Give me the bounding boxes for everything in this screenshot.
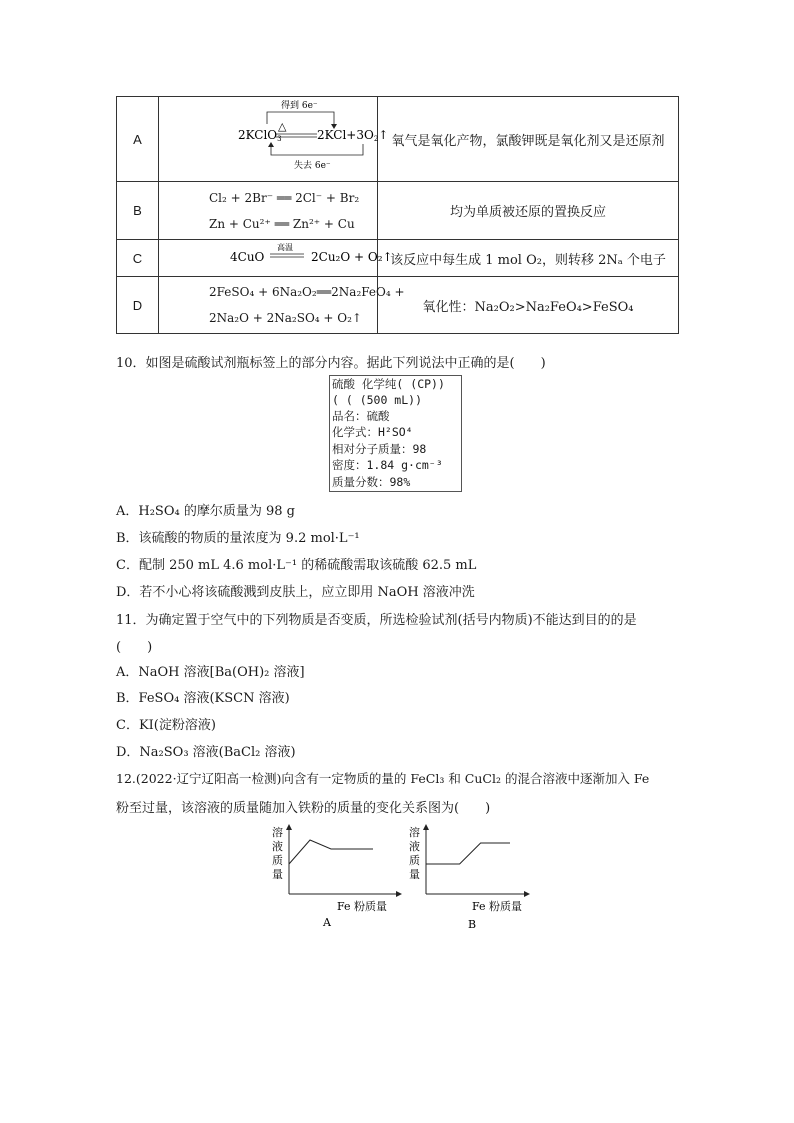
x-axis-label: Fe 粉质量 xyxy=(472,900,523,913)
label-line: 密度：1.84 g·cm⁻³ xyxy=(332,458,443,472)
series-line xyxy=(289,840,373,864)
row-label: A xyxy=(117,97,159,182)
label-line: 品名：硫酸 xyxy=(332,409,390,423)
equation-line: Zn + Cu²⁺ ══ Zn²⁺ + Cu xyxy=(209,216,355,231)
q12-stem: 12.(2022·辽宁辽阳高一检测)向含有一定物质的量的 FeCl₃ 和 CuCl₂ 的混合溶液中逐渐加入 Fe xyxy=(116,771,650,786)
q10-option-a: A．H₂SO₄ 的摩尔质量为 98 g xyxy=(116,504,295,519)
label-line: 相对分子质量：98 xyxy=(332,442,427,456)
y-axis-arrow xyxy=(286,824,292,830)
table-row xyxy=(117,240,679,277)
equation-line: Cl₂ + 2Br⁻ ══ 2Cl⁻ + Br₂ xyxy=(209,190,360,205)
reactant-kclo3: 2KClO3 xyxy=(238,128,282,143)
equation-right: 2Cu₂O + O₂↑ xyxy=(311,250,393,264)
y-axis-label-char: 溶 xyxy=(409,826,420,839)
q11-option-b: B．FeSO₄ 溶液(KSCN 溶液) xyxy=(116,691,290,706)
equation-c xyxy=(159,240,393,272)
q11-option-d: D．Na₂SO₃ 溶液(BaCl₂ 溶液) xyxy=(116,745,296,760)
y-axis-label-char: 量 xyxy=(409,868,420,881)
reagent-label-box xyxy=(329,375,462,492)
label-line: 质量分数：98% xyxy=(332,475,411,489)
equation-line: 2Na₂O + 2Na₂SO₄ + O₂↑ xyxy=(209,311,362,325)
x-axis-arrow xyxy=(524,891,530,897)
q10-stem: 10．如图是硫酸试剂瓶标签上的部分内容。据此下列说法中正确的是( ) xyxy=(116,356,546,371)
x-axis-label: Fe 粉质量 xyxy=(337,900,388,913)
y-axis-label-char: 溶 xyxy=(272,826,283,839)
condition-high-temp: 高温 xyxy=(277,243,293,252)
q9-options-table xyxy=(116,96,679,334)
electron-transfer-diagram xyxy=(159,97,389,177)
row-label: C xyxy=(117,240,159,277)
gain-electrons-note: 得到 6e⁻ xyxy=(281,101,318,111)
redox-equation-cell xyxy=(159,97,389,182)
q12-stem-cont: 粉至过量，该溶液的质量随加入铁粉的质量的变化关系图为( ) xyxy=(116,801,491,816)
chart-caption: A xyxy=(323,916,331,929)
y-axis-label-char: 液 xyxy=(272,840,283,853)
equation-left: 4CuO xyxy=(230,250,265,264)
label-line: ( ( (500 mL)) xyxy=(332,393,423,407)
q10-option-d: D．若不小心将该硫酸溅到皮肤上，应立即用 NaOH 溶液冲洗 xyxy=(116,585,475,600)
y-axis-label-char: 质 xyxy=(409,854,420,867)
table-row xyxy=(117,277,679,334)
y-axis-label-char: 质 xyxy=(272,854,283,867)
chart-caption: B xyxy=(468,918,477,931)
chart-a xyxy=(265,822,405,932)
y-axis-label-char: 量 xyxy=(272,868,283,881)
row-label: B xyxy=(117,182,159,240)
table-row xyxy=(117,97,679,182)
label-line: 化学式：H²SO⁴ xyxy=(332,425,413,439)
product-kcl-o2: 2KCl+3O2↑ xyxy=(317,128,389,143)
chart-b xyxy=(402,822,542,932)
q11-option-a: A．NaOH 溶液[Ba(OH)₂ 溶液] xyxy=(116,665,305,680)
row-description: 该反应中每生成 1 mol O₂，则转移 2Nₐ 个电子 xyxy=(378,240,679,277)
row-description: 均为单质被还原的置换反应 xyxy=(378,182,679,240)
q10-option-c: C．配制 250 mL 4.6 mol·L⁻¹ 的稀硫酸需取该硫酸 62.5 mL xyxy=(116,558,477,573)
table-row xyxy=(117,182,679,240)
y-axis-arrow xyxy=(423,824,429,830)
q11-option-c: C．KI(淀粉溶液) xyxy=(116,718,216,733)
q10-option-b: B．该硫酸的物质的量浓度为 9.2 mol·L⁻¹ xyxy=(116,531,360,546)
series-line xyxy=(426,843,510,864)
row-label: D xyxy=(117,277,159,334)
row-description: 氧气是氧化产物，氯酸钾既是氧化剂又是还原剂 xyxy=(378,97,679,182)
lose-electrons-note: 失去 6e⁻ xyxy=(294,161,331,171)
equation-line: 2FeSO₄ + 6Na₂O₂══2Na₂FeO₄ + xyxy=(209,285,405,299)
label-line: 硫酸 化学纯( (CP)) xyxy=(332,377,445,391)
q11-stem: 11．为确定置于空气中的下列物质是否变质，所选检验试剂(括号内物质)不能达到目的的是 xyxy=(116,613,637,628)
row-description: 氧化性：Na₂O₂>Na₂FeO₄>FeSO₄ xyxy=(378,277,679,334)
heat-symbol: △ xyxy=(278,120,287,133)
q11-stem-cont: ( ) xyxy=(116,640,153,655)
y-axis-label-char: 液 xyxy=(409,840,420,853)
